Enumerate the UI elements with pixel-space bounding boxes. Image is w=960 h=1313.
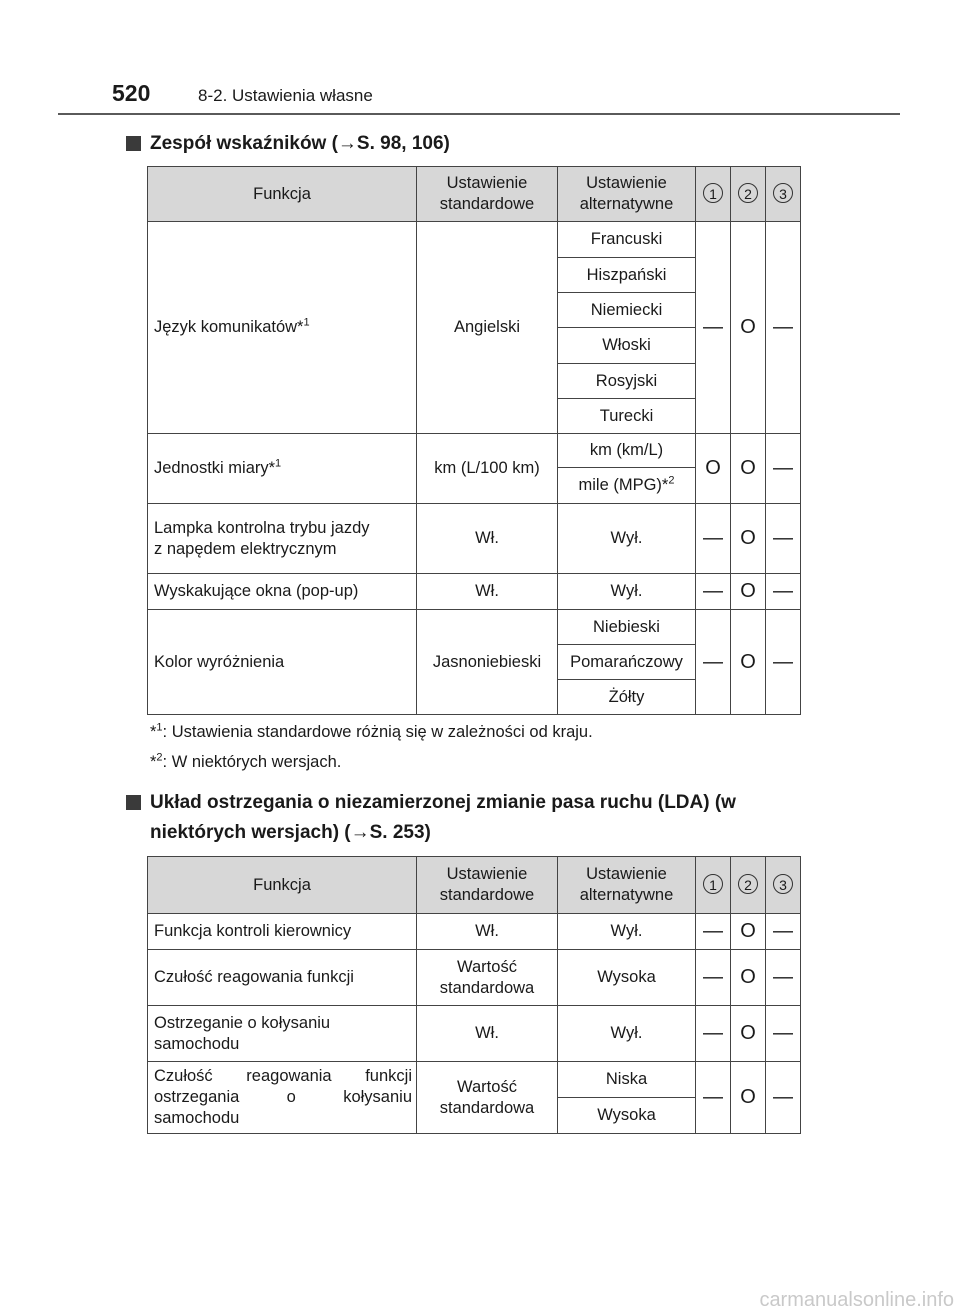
mark-3: — — [766, 1006, 801, 1062]
alt-value: Włoski — [558, 328, 696, 364]
mark-2: O — [731, 574, 766, 610]
alt-value: Francuski — [558, 222, 696, 258]
section2-title — [150, 788, 802, 848]
mark-2: O — [731, 610, 766, 715]
lda-settings-table — [147, 856, 801, 1134]
mark-1: — — [696, 504, 731, 574]
section2-title-text: Układ ostrzegania o niezamierzonej zmianie pasa ruchu (LDA) (w niektórych wersjach) (→S. 253) — [150, 792, 736, 843]
alt-value: Turecki — [558, 399, 696, 434]
col-alternative: Ustawienie alternatywne — [558, 167, 696, 222]
mark-3: — — [766, 610, 801, 715]
alt-value: Wysoka — [558, 1098, 696, 1134]
section1-title-text: Zespół wskaźników (→S. 98, 106) — [150, 133, 450, 154]
col-standard: Ustawienie standardowe — [417, 857, 558, 914]
table-header-row — [148, 857, 801, 914]
mark-1: — — [696, 610, 731, 715]
col-alternative: Ustawienie alternatywne — [558, 857, 696, 914]
table-row — [148, 950, 801, 1006]
table-row — [148, 1062, 801, 1098]
circled-1: 1 — [703, 183, 723, 203]
table-row — [148, 504, 801, 574]
header-rule — [58, 113, 900, 115]
alt-value: Wył. — [558, 914, 696, 950]
circled-2: 2 — [738, 874, 758, 894]
row-standard-lampka: Wł. — [417, 504, 558, 574]
mark-2: O — [731, 1062, 766, 1134]
mark-2: O — [731, 434, 766, 504]
table-row — [148, 222, 801, 258]
mark-2: O — [731, 222, 766, 434]
circled-3: 3 — [773, 874, 793, 894]
col-standard: Ustawienie standardowe — [417, 167, 558, 222]
mark-2: O — [731, 950, 766, 1006]
row-standard-jezyk: Angielski — [417, 222, 558, 434]
table-row — [148, 574, 801, 610]
col-3 — [766, 857, 801, 914]
table-row — [148, 610, 801, 645]
section-header: 8-2. Ustawienia własne — [198, 86, 373, 105]
mark-3: — — [766, 574, 801, 610]
col-1 — [696, 857, 731, 914]
mark-3: — — [766, 504, 801, 574]
row-name-jezyk: Język komunikatów*$^1$ — [148, 222, 417, 434]
mark-1: — — [696, 1006, 731, 1062]
row-standard-kolor: Jasnoniebieski — [417, 610, 558, 715]
alt-value: Niebieski — [558, 610, 696, 645]
row-standard-okna: Wł. — [417, 574, 558, 610]
col-3 — [766, 167, 801, 222]
mark-1: — — [696, 914, 731, 950]
row-standard-czulosc: Wartość standardowa — [417, 950, 558, 1006]
alt-value: km (km/L) — [558, 434, 696, 468]
mark-2: O — [731, 504, 766, 574]
mark-2: O — [731, 1006, 766, 1062]
mark-1: — — [696, 950, 731, 1006]
alt-value: Wył. — [558, 1006, 696, 1062]
mark-3: — — [766, 1062, 801, 1134]
row-name-okna: Wyskakujące okna (pop-up) — [148, 574, 417, 610]
col-2 — [731, 857, 766, 914]
page-number: 520 — [112, 80, 151, 106]
bullet-square-icon — [126, 136, 141, 151]
alt-value: Niemiecki — [558, 293, 696, 328]
row-name-czulosc: Czułość reagowania funkcji — [148, 950, 417, 1006]
alt-value: mile (MPG)*$^2$ — [558, 468, 696, 504]
mark-2: O — [731, 914, 766, 950]
alt-value: Rosyjski — [558, 364, 696, 399]
alt-value: Niska — [558, 1062, 696, 1098]
circled-3: 3 — [773, 183, 793, 203]
row-name-kontrola: Funkcja kontroli kierownicy — [148, 914, 417, 950]
circled-2: 2 — [738, 183, 758, 203]
row-name-jednostki: Jednostki miary*$^1$ — [148, 434, 417, 504]
circled-1: 1 — [703, 874, 723, 894]
col-2 — [731, 167, 766, 222]
bullet-square-icon — [126, 795, 141, 810]
mark-1: — — [696, 1062, 731, 1134]
mark-3: — — [766, 222, 801, 434]
row-name-kolysanie: Ostrzeganie o kołysaniu samochodu — [148, 1006, 417, 1062]
row-name-czulosc-kolysanie: Czułość reagowania funkcji ostrzegania o kołysaniu samochodu — [148, 1062, 417, 1134]
row-standard-kolysanie: Wł. — [417, 1006, 558, 1062]
mark-1: — — [696, 574, 731, 610]
section1-title — [150, 129, 450, 159]
mark-3: — — [766, 950, 801, 1006]
alt-value: Hiszpański — [558, 258, 696, 293]
table-row — [148, 434, 801, 468]
footnote-1: *$^1$: Ustawienia standardowe różnią się w zależności od kraju. — [150, 721, 593, 741]
mark-1: O — [696, 434, 731, 504]
table-row — [148, 914, 801, 950]
row-name-lampka: Lampka kontrolna trybu jazdy z napędem elektrycznym — [148, 504, 417, 574]
row-standard-jednostki: km (L/100 km) — [417, 434, 558, 504]
table-row — [148, 1006, 801, 1062]
footnote-2: *$^2$: W niektórych wersjach. — [150, 751, 342, 771]
col-1 — [696, 167, 731, 222]
alt-value: Pomarańczowy — [558, 645, 696, 680]
alt-value: Wysoka — [558, 950, 696, 1006]
mark-3: — — [766, 914, 801, 950]
row-standard-kontrola: Wł. — [417, 914, 558, 950]
col-funkcja: Funkcja — [148, 167, 417, 222]
row-standard-czulosc-kolysanie: Wartość standardowa — [417, 1062, 558, 1134]
alt-value: Wył. — [558, 574, 696, 610]
table-header-row — [148, 167, 801, 222]
cluster-settings-table — [147, 166, 801, 715]
mark-1: — — [696, 222, 731, 434]
alt-value: Żółty — [558, 680, 696, 715]
watermark: carmanualsonline.info — [759, 1289, 954, 1311]
row-name-kolor: Kolor wyróżnienia — [148, 610, 417, 715]
col-funkcja: Funkcja — [148, 857, 417, 914]
mark-3: — — [766, 434, 801, 504]
alt-value: Wył. — [558, 504, 696, 574]
